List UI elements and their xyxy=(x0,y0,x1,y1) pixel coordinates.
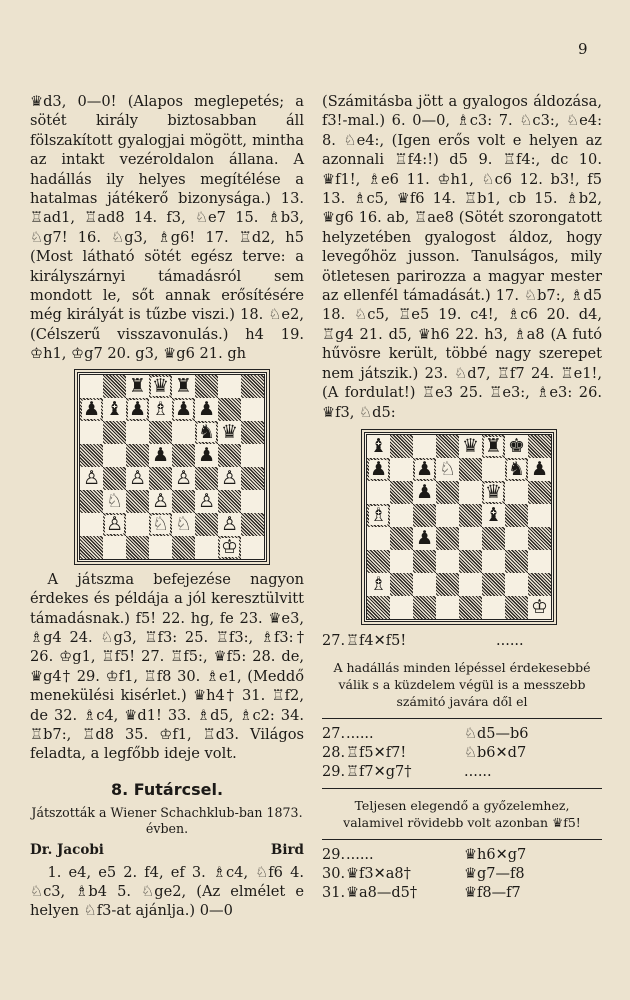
board-square xyxy=(103,490,126,513)
board-square xyxy=(80,444,103,467)
board-square xyxy=(482,527,505,550)
board-square xyxy=(390,435,413,458)
board-square xyxy=(390,458,413,481)
board-square xyxy=(505,596,528,619)
board-square xyxy=(218,467,241,490)
chess-diagram-left xyxy=(77,372,267,562)
board-square xyxy=(459,596,482,619)
right-paragraph-1: (Számitásba jött a gyalogos áldozása, f3!-mal.) 6. 0—0, ♗c3: 7. ♘c3:, ♘e4: 8. ♘e4:, (Igen erős volt e helyen az azonnali ♖f4:!) d5 9. ♖f4:, dc 10. ♛f1!, ♗e6 11. ♔h1, ♘c6 12. b3!, f5 13. ♗c5, ♛f6 14. ♖b1, cb 15. ♗b2, ♛g6 16. ab, ♖ae8 (Sötét szorongatott helyzetében gyalogost áldoz, hogy levegőhöz jusson. Tanulságos, mily ötletesen parirozza a magyar mester az ellenfél támadását.) 17. ♘b7:, ♗d5 18. ♘c5, ♖e5 19. c4!, ♗c6 20. d4, ♖g4 21. d5, ♛h6 22. h3, ♗a8 (A futó hűvösre került, többé nagy szerepet nem játszik.) 23. ♘d7, ♖f7 24. ♖e1!, (A fordulat!) ♖e3 25. ♖e3:, ♗e3: 26. ♛f3, ♘d5: xyxy=(322,93,602,421)
chess-piece-icon: ♟ xyxy=(82,397,101,420)
board-square xyxy=(241,513,264,536)
move-line xyxy=(322,846,602,865)
board-square xyxy=(528,573,551,596)
right-column xyxy=(322,92,602,903)
board-square xyxy=(436,573,459,596)
black-move: ...... xyxy=(464,764,492,781)
move-line xyxy=(322,725,602,744)
board-square xyxy=(390,573,413,596)
move-number: 27. xyxy=(322,726,346,743)
board-square xyxy=(505,527,528,550)
board-square xyxy=(505,481,528,504)
board-square xyxy=(126,536,149,559)
board-square xyxy=(103,398,126,421)
chess-piece-icon: ♘ xyxy=(174,512,193,535)
board-square xyxy=(482,481,505,504)
chess-piece-icon: ♙ xyxy=(105,512,124,535)
board-square xyxy=(172,421,195,444)
board-square xyxy=(482,550,505,573)
board-square xyxy=(126,513,149,536)
board-square xyxy=(241,467,264,490)
chess-piece-icon: ♟ xyxy=(197,443,216,466)
board-square xyxy=(241,421,264,444)
board-square xyxy=(80,490,103,513)
board-square xyxy=(126,467,149,490)
board-square xyxy=(459,435,482,458)
white-move: ♛f3✕a8† xyxy=(346,866,411,883)
chess-piece-icon: ♛ xyxy=(220,420,239,443)
move-number: 27. xyxy=(322,632,346,649)
board-square xyxy=(218,536,241,559)
board-square xyxy=(149,421,172,444)
board-square xyxy=(80,513,103,536)
board-square xyxy=(459,458,482,481)
board-square xyxy=(149,513,172,536)
board-square xyxy=(367,504,390,527)
move-number: 30. xyxy=(322,866,346,883)
board-square xyxy=(195,467,218,490)
white-move: ...... xyxy=(346,726,374,743)
board-square xyxy=(195,490,218,513)
chess-piece-icon: ♔ xyxy=(530,595,549,618)
move-number: 28. xyxy=(322,745,346,762)
board-square xyxy=(149,375,172,398)
white-move: ...... xyxy=(346,847,374,864)
board-square xyxy=(505,550,528,573)
board-square xyxy=(172,536,195,559)
board-square xyxy=(482,435,505,458)
white-move: ♖f5✕f7! xyxy=(346,745,407,762)
chess-piece-icon: ♗ xyxy=(369,503,388,526)
move-line xyxy=(322,884,602,903)
black-move: ♘b6✕d7 xyxy=(464,745,527,762)
chess-piece-icon: ♜ xyxy=(484,434,503,457)
board-square xyxy=(482,573,505,596)
chess-piece-icon: ♙ xyxy=(220,512,239,535)
board-square xyxy=(103,536,126,559)
black-move: ...... xyxy=(496,632,524,649)
chess-piece-icon: ♟ xyxy=(530,457,549,480)
board-square xyxy=(413,527,436,550)
divider xyxy=(322,839,602,840)
board-square xyxy=(436,596,459,619)
board-square xyxy=(413,458,436,481)
chess-piece-icon: ♙ xyxy=(220,466,239,489)
board-square xyxy=(367,596,390,619)
board-square xyxy=(241,490,264,513)
divider xyxy=(322,718,602,719)
board-square xyxy=(172,467,195,490)
move-line xyxy=(322,744,602,763)
board-square xyxy=(195,444,218,467)
board-square xyxy=(482,458,505,481)
board-square xyxy=(459,573,482,596)
chess-piece-icon: ♚ xyxy=(507,434,526,457)
white-move: ♖f7✕g7† xyxy=(346,764,412,781)
board-square xyxy=(80,536,103,559)
move-27 xyxy=(322,632,602,651)
move-lines-1 xyxy=(322,725,602,782)
move-number: 29. xyxy=(322,764,346,781)
chess-piece-icon: ♘ xyxy=(105,489,124,512)
board-square xyxy=(528,550,551,573)
board-square xyxy=(390,504,413,527)
board-square xyxy=(80,467,103,490)
board-square xyxy=(390,527,413,550)
board-square xyxy=(390,481,413,504)
board-square xyxy=(195,421,218,444)
board-square xyxy=(218,490,241,513)
game-moves: 1. e4, e5 2. f4, ef 3. ♗c4, ♘f6 4. ♘c3, ♗b4 5. ♘ge2, (Az elmélet e helyen ♘f3-at ajánlja.) 0—0 xyxy=(30,863,304,920)
chess-piece-icon: ♘ xyxy=(438,457,457,480)
game-meta: Játszották a Wiener Schachklub-ban 1873. évben. xyxy=(31,805,303,837)
board-square xyxy=(172,490,195,513)
board-square xyxy=(80,375,103,398)
chess-piece-icon: ♝ xyxy=(105,397,124,420)
board-square xyxy=(528,481,551,504)
board-square xyxy=(241,536,264,559)
board-square xyxy=(80,398,103,421)
chess-piece-icon: ♜ xyxy=(174,374,193,397)
chess-piece-icon: ♟ xyxy=(151,443,170,466)
chess-piece-icon: ♙ xyxy=(151,489,170,512)
board-square xyxy=(149,444,172,467)
chess-piece-icon: ♛ xyxy=(151,374,170,397)
left-paragraph-1: ♛d3, 0—0! (Alapos meglepetés; a sötét király biztosabban áll fölszakított gyalogjai mögött, mintha az intakt vezéroldalon állana. A hadállás ily helyes megítélése a hatalmas játékerő bizonysága.) 13. ♖ad1, ♖ad8 14. f3, ♘e7 15. ♗b3, ♘g7! 16. ♘g3, ♗g6! 17. ♖d2, h5 (Most látható sötét egész terve: a királyszárnyi támadásról sem mondott le, sőt annak erősítésére még királyát is tűzbe viszi.) 18. ♘e2, (Célszerű visszavonulás.) h4 19. ♔h1, ♔g7 20. g3, ♛g6 21. gh xyxy=(30,93,304,363)
board-square xyxy=(103,375,126,398)
board-square xyxy=(436,435,459,458)
board-square xyxy=(505,458,528,481)
white-move: ♛a8—d5† xyxy=(346,885,418,902)
chess-piece-icon: ♟ xyxy=(415,526,434,549)
board-square xyxy=(126,375,149,398)
chess-piece-icon: ♙ xyxy=(197,489,216,512)
chess-piece-icon: ♝ xyxy=(484,503,503,526)
board-square xyxy=(218,398,241,421)
black-move: ♘d5—b6 xyxy=(464,726,529,743)
board-square xyxy=(218,513,241,536)
board-square xyxy=(126,490,149,513)
board-square xyxy=(149,467,172,490)
move-lines-2 xyxy=(322,846,602,903)
board-square xyxy=(103,467,126,490)
black-move: ♛g7—f8 xyxy=(464,866,525,883)
chess-piece-icon: ♝ xyxy=(369,434,388,457)
board-square xyxy=(436,458,459,481)
white-player: Dr. Jacobi xyxy=(30,842,104,859)
black-player: Bird xyxy=(270,842,304,859)
board-square xyxy=(436,504,459,527)
board-square xyxy=(126,444,149,467)
board-square xyxy=(218,444,241,467)
move-number: 29. xyxy=(322,847,346,864)
left-column xyxy=(30,92,304,921)
board-square xyxy=(528,596,551,619)
game-title: 8. Futárcsel. xyxy=(110,779,224,799)
board-square xyxy=(172,375,195,398)
board-square xyxy=(241,398,264,421)
board-square xyxy=(528,527,551,550)
board-square xyxy=(172,444,195,467)
board-square xyxy=(413,573,436,596)
chess-piece-icon: ♟ xyxy=(415,480,434,503)
chess-piece-icon: ♟ xyxy=(174,397,193,420)
board-square xyxy=(195,513,218,536)
board-square xyxy=(436,527,459,550)
board-square xyxy=(172,513,195,536)
board-square xyxy=(413,596,436,619)
chess-piece-icon: ♟ xyxy=(415,457,434,480)
board-square xyxy=(149,536,172,559)
move-number: 31. xyxy=(322,885,346,902)
players-row xyxy=(30,841,304,860)
board-square xyxy=(80,421,103,444)
chess-piece-icon: ♟ xyxy=(369,457,388,480)
board-square xyxy=(413,481,436,504)
board-square xyxy=(149,490,172,513)
board-square xyxy=(413,550,436,573)
chess-piece-icon: ♞ xyxy=(507,457,526,480)
board-square xyxy=(195,375,218,398)
chess-piece-icon: ♟ xyxy=(197,397,216,420)
board-square xyxy=(528,504,551,527)
board-square xyxy=(482,504,505,527)
chess-piece-icon: ♞ xyxy=(197,420,216,443)
board-square xyxy=(367,573,390,596)
board-square xyxy=(126,398,149,421)
chess-piece-icon: ♘ xyxy=(151,512,170,535)
board-square xyxy=(218,375,241,398)
black-move: ♛f8—f7 xyxy=(464,885,521,902)
chess-diagram-right xyxy=(364,432,554,622)
board-square xyxy=(505,504,528,527)
board-square xyxy=(149,398,172,421)
board-square xyxy=(528,435,551,458)
divider xyxy=(322,788,602,789)
board-square xyxy=(241,375,264,398)
board-square xyxy=(436,550,459,573)
left-paragraph-2: A játszma befejezése nagyon érdekes és példája a jól keresztülvitt támadásnak.) f5! 22. hg, fe 23. ♛e3, ♗g4 24. ♘g3, ♖f3: 25. ♖f3:, ♗f3:† 26. ♔g1, ♖f5! 27. ♖f5:, ♛f5: 28. de, ♛g4† 29. ♔f1, ♖f8 30. ♗e1, (Meddő menekülési kisérlet.) ♛h4† 31. ♖f2, de 32. ♗c4, ♛d1! 33. ♗d5, ♗c2: 34. ♖b7:, ♖d8 35. ♔f1, ♖d3. Világos feladta, a legfőbb ideje volt. xyxy=(30,570,304,763)
board-square xyxy=(436,481,459,504)
board-square xyxy=(103,513,126,536)
board-square xyxy=(367,435,390,458)
chess-piece-icon: ♙ xyxy=(174,466,193,489)
chess-piece-icon: ♗ xyxy=(151,397,170,420)
chess-piece-icon: ♛ xyxy=(484,480,503,503)
board-square xyxy=(459,504,482,527)
board-square xyxy=(390,596,413,619)
chess-piece-icon: ♙ xyxy=(128,466,147,489)
chess-piece-icon: ♙ xyxy=(82,466,101,489)
board-square xyxy=(505,573,528,596)
chess-piece-icon: ♟ xyxy=(128,397,147,420)
board-square xyxy=(413,435,436,458)
chess-piece-icon: ♗ xyxy=(369,572,388,595)
board-square xyxy=(367,550,390,573)
board-square xyxy=(367,458,390,481)
chess-piece-icon: ♛ xyxy=(461,434,480,457)
board-square xyxy=(172,398,195,421)
board-square xyxy=(103,421,126,444)
white-move: ♖f4✕f5! xyxy=(346,632,407,649)
board-square xyxy=(528,458,551,481)
black-move: ♛h6✕g7 xyxy=(464,847,527,864)
page-number: 9 xyxy=(578,40,588,58)
move-line xyxy=(322,763,602,782)
chess-piece-icon: ♔ xyxy=(220,535,239,558)
board-square xyxy=(459,481,482,504)
chess-piece-icon: ♜ xyxy=(128,374,147,397)
board-square xyxy=(413,504,436,527)
board-square xyxy=(195,536,218,559)
board-square xyxy=(482,596,505,619)
board-square xyxy=(241,444,264,467)
board-square xyxy=(459,527,482,550)
board-square xyxy=(103,444,126,467)
board-square xyxy=(367,481,390,504)
board-square xyxy=(367,527,390,550)
note-1: A hadállás minden lépéssel érdekesebbé válik s a küzdelem végül is a messzebb számitó javára dől el xyxy=(333,660,591,710)
board-square xyxy=(505,435,528,458)
board-square xyxy=(390,550,413,573)
note-2: Teljesen elegendő a győzelemhez, valamivel rövidebb volt azonban ♛f5! xyxy=(343,798,581,831)
board-square xyxy=(218,421,241,444)
board-square xyxy=(195,398,218,421)
move-line xyxy=(322,865,602,884)
board-square xyxy=(459,550,482,573)
board-square xyxy=(126,421,149,444)
